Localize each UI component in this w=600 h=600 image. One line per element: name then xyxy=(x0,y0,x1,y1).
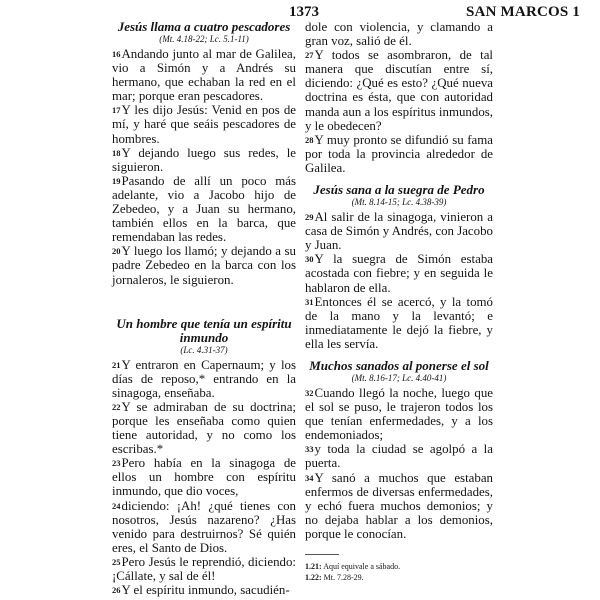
verse xyxy=(305,48,493,133)
section-reference: (Mt. 4.18-22; Lc. 5.1-11) xyxy=(159,34,249,44)
verse xyxy=(112,146,296,174)
verse xyxy=(112,555,296,583)
verse-text: Al salir de la sinagoga, vinieron a casa de Simón y Andrés, con Jacobo y Juan. xyxy=(305,210,493,253)
verse-number: 24 xyxy=(112,500,121,511)
section-title: Jesús llama a cuatro pescadores xyxy=(117,19,291,34)
footnote-ref: 1.21: xyxy=(305,562,322,571)
verse-text: Andando junto al mar de Galilea, vio a Simón y a Andrés su hermano, que echaban la red en el mar; porque eran pescadores. xyxy=(112,47,296,104)
verse-text: Y el espíritu inmundo, sacudién- xyxy=(121,583,290,598)
verse xyxy=(112,583,296,597)
verse xyxy=(112,174,296,244)
left-column xyxy=(112,20,296,597)
verse-number: 28 xyxy=(305,134,314,145)
verse-number: 32 xyxy=(305,387,314,398)
verse xyxy=(305,210,493,252)
verse xyxy=(305,133,493,175)
verse-number: 33 xyxy=(305,444,314,455)
verse xyxy=(112,358,296,400)
section-reference: (Lc. 4.31-37) xyxy=(180,344,228,355)
verse xyxy=(305,386,493,442)
verse-text: Y entraron en Capernaum; y los días de reposo,* entrando en la sinagoga, enseñaba. xyxy=(112,357,296,400)
verse-text: Entonces él se acercó, y la tomó de la mano y la levantó; e inmediatamente le dejó la fiebre, y ella les servía. xyxy=(305,294,493,351)
verse-number: 16 xyxy=(112,49,121,59)
verse-text: Y luego los llamó; y dejando a su padre Zebedeo en la barca con los jornaleros, le siguieron. xyxy=(112,244,296,287)
verse-number: 34 xyxy=(305,472,314,483)
verse-text: diciendo: ¡Ah! ¿qué tienes con nosotros, Jesús nazareno? ¿Has venido para destruirnos? Sé quién eres, el Santo de Dios. xyxy=(112,498,296,555)
section-reference: (Mt. 8.14-15; Lc. 4.38-39) xyxy=(351,197,447,208)
footnote-divider xyxy=(305,554,339,555)
verse-text: Y todos se asombraron, de tal manera que discutían entre sí, diciendo: ¿Qué es esto? ¿Qué nueva doctrina es ésta, que con autoridad manda aun a los espíritus inmundos, y le obedecen? xyxy=(305,48,493,133)
verse xyxy=(112,456,296,498)
verse-continuation: dole con violencia, y clamando a gran voz, salió de él. xyxy=(305,20,493,49)
footnote-text: Aquí equivale a sábado. xyxy=(323,562,401,571)
page-number: 1373 xyxy=(289,4,319,20)
verse-number: 22 xyxy=(112,401,121,412)
verse-number: 25 xyxy=(112,556,121,567)
section-title: Un hombre que tenía un espíritu inmundo xyxy=(116,315,292,345)
section-reference: (Mt. 8.16-17; Lc. 4.40-41) xyxy=(351,372,447,383)
verse xyxy=(305,471,493,541)
verse-text: Y muy pronto se difundió su fama por toda la provincia alrededor de Galilea. xyxy=(305,132,493,175)
verse xyxy=(112,47,296,103)
verse-number: 19 xyxy=(112,175,121,186)
verse-text: Pasando de allí un poco más adelante, vio a Jacobo hijo de Zebedeo, y a Juan su hermano, también ellos en la barca, que remendaban las redes. xyxy=(112,173,296,245)
verse xyxy=(112,400,296,456)
verse xyxy=(112,244,296,286)
footnote-ref: 1.22: xyxy=(305,572,322,582)
section-title: Muchos sanados al ponerse el sol xyxy=(309,357,489,373)
verse-number: 26 xyxy=(112,585,121,596)
verse-number: 31 xyxy=(305,296,314,307)
spacer xyxy=(112,287,296,317)
page-header xyxy=(0,4,600,24)
verse-text: Y se admiraban de su doctrina; porque les enseñaba como quien tiene autoridad, y no como los escribas.* xyxy=(112,399,296,457)
verse-text: Pero había en la sinagoga de ellos un hombre con espíritu inmundo, que dio voces, xyxy=(112,456,296,499)
verse-text: Y les dijo Jesús: Venid en pos de mí, y haré que seáis pescadores de hombres. xyxy=(112,103,296,146)
footnote-text: Mt. 7.28-29. xyxy=(323,572,364,582)
verse-number: 20 xyxy=(112,246,121,257)
verse-text: Pero Jesús le reprendió, diciendo: ¡Cállate, y sal de él! xyxy=(112,554,296,583)
verse-text: Y sanó a muchos que estaban enfermos de diversas enfermedades, y echó fuera muchos demonios; y no dejaba hablar a los demonios, porque le conocían. xyxy=(305,470,493,541)
verse-text: Y la suegra de Simón estaba acostada con fiebre; y en seguida le hablaron de ella. xyxy=(305,252,493,295)
verse-text: y toda la ciudad se agolpó a la puerta. xyxy=(305,442,493,471)
verse-text: Cuando llegó la noche, luego que el sol se puso, le trajeron todos los que tenían enfermedades, y a los endemoniados; xyxy=(305,385,493,443)
verse xyxy=(305,442,493,470)
verse-number: 17 xyxy=(112,105,121,116)
verse-number: 30 xyxy=(305,254,314,265)
section-title: Jesús sana a la suegra de Pedro xyxy=(313,182,485,198)
verse-number: 27 xyxy=(305,50,314,61)
verse-number: 21 xyxy=(112,359,121,370)
footnotes xyxy=(305,562,493,583)
running-head: SAN MARCOS 1 xyxy=(466,4,581,20)
verse xyxy=(305,252,493,294)
verse-text: Y dejando luego sus redes, le siguieron. xyxy=(112,145,296,174)
footnote xyxy=(305,573,493,584)
verse-number: 29 xyxy=(305,212,314,223)
verse-number: 23 xyxy=(112,458,121,469)
right-column xyxy=(305,20,493,541)
verse xyxy=(305,295,493,351)
footnote xyxy=(305,562,493,573)
verse-number: 18 xyxy=(112,147,121,158)
verse xyxy=(112,499,296,555)
verse xyxy=(112,103,296,145)
